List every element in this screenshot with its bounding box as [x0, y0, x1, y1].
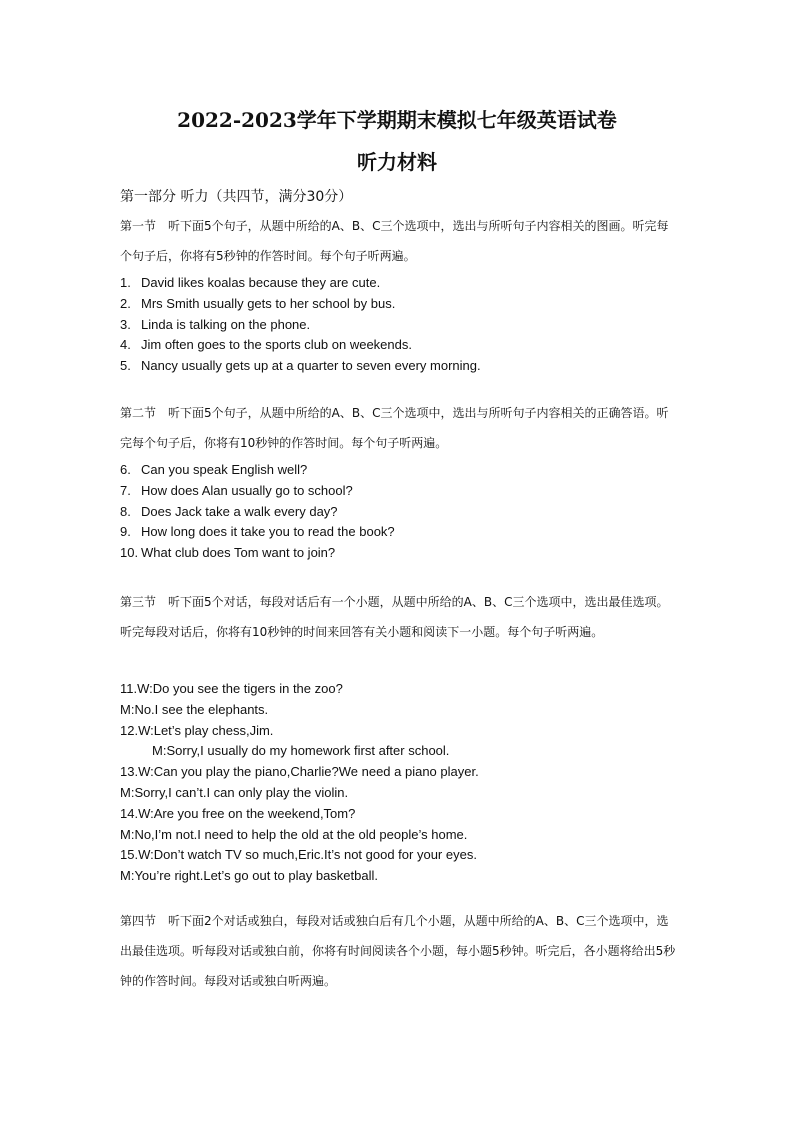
item-text: Mrs Smith usually gets to her school by bus.: [141, 295, 396, 311]
section-1-list: [120, 273, 680, 377]
list-item: [120, 522, 680, 543]
dialogue-line: M:Sorry,I usually do my homework first after school.: [152, 743, 450, 759]
section-1-instruction: 第一节 听下面5个句子，从题中所给的A、B、C三个选项中，选出与所听句子内容相关的图画。听完每个句子后，你将有5秒钟的作答时间。每个句子听两遍。: [120, 219, 669, 263]
item-number: 1.: [120, 275, 131, 290]
section-3-instruction: 第三节 听下面5个对话，每段对话后有一个小题，从题中所给的A、B、C三个选项中，选出最佳选项。听完每段对话后，你将有10秒钟的时间来回答有关小题和阅读下一小题。每个句子听两遍。: [120, 595, 669, 639]
list-item: [120, 460, 680, 481]
item-number: 4.: [120, 337, 131, 353]
dialogue-line: 12.W:Let’s play chess,Jim.: [120, 722, 274, 738]
item-text: Jim often goes to the sports club on weekends.: [141, 337, 412, 353]
dialogue-line: 11.W:Do you see the tigers in the zoo?: [120, 681, 343, 696]
item-text: What club does Tom want to join?: [141, 545, 336, 561]
list-item: [120, 294, 680, 315]
item-number: 6.: [120, 462, 131, 477]
item-number: 5.: [120, 358, 131, 374]
item-number: 9.: [120, 524, 131, 540]
section-2-list: [120, 460, 680, 564]
list-item: [120, 335, 680, 356]
section-4-instruction: 第四节 听下面2个对话或独白，每段对话或独白后有几个小题，从题中所给的A、B、C三个选项中，选出最佳选项。听每段对话或独白前，你将有时间阅读各个小题，每小题5秒钟。听完后，各小题将给出5秒钟的作答时间。每段对话或独白听两遍。: [120, 914, 676, 988]
dialogue-line: 15.W:Don’t watch TV so much,Eric.It’s not good for your eyes.: [120, 847, 477, 863]
section-3-dialogues: [120, 679, 680, 887]
list-item: [120, 356, 680, 377]
list-item: [120, 481, 680, 502]
page-title: 2022-2023学年下学期期末模拟七年级英语试卷: [177, 108, 617, 132]
item-text: How does Alan usually go to school?: [141, 482, 353, 498]
list-item: [120, 273, 680, 294]
dialogue-line: 14.W:Are you free on the weekend,Tom?: [120, 805, 356, 821]
dialogue-line: 13.W:Can you play the piano,Charlie?We need a piano player.: [120, 764, 479, 780]
dialogue-line: M:No.I see the elephants.: [120, 701, 269, 717]
item-text: Can you speak English well?: [141, 462, 308, 477]
list-item: [120, 315, 680, 336]
item-text: Nancy usually gets up at a quarter to seven every morning.: [141, 358, 481, 374]
item-number: 10.: [120, 545, 139, 561]
part-heading: 第一部分 听力（共四节，满分30分）: [120, 189, 353, 205]
item-text: David likes koalas because they are cute.: [141, 275, 381, 290]
item-number: 3.: [120, 316, 131, 332]
dialogue-line: M:Sorry,I can’t.I can only play the violin.: [120, 784, 349, 800]
item-number: 7.: [120, 482, 131, 498]
item-number: 8.: [120, 503, 131, 519]
dialogue-line: M:No,I’m not.I need to help the old at the old people’s home.: [120, 826, 468, 842]
item-number: 2.: [120, 295, 131, 311]
list-item: [120, 543, 680, 564]
page-subtitle: 听力材料: [357, 150, 437, 174]
item-text: How long does it take you to read the book?: [141, 524, 395, 540]
section-2-instruction: 第二节 听下面5个句子，从题中所给的A、B、C三个选项中，选出与所听句子内容相关的正确答语。听完每个句子后，你将有10秒钟的作答时间。每个句子听两遍。: [120, 406, 669, 450]
dialogue-line: M:You’re right.Let’s go out to play basketball.: [120, 868, 378, 884]
item-text: Does Jack take a walk every day?: [141, 503, 338, 519]
item-text: Linda is talking on the phone.: [141, 316, 311, 332]
list-item: [120, 502, 680, 523]
